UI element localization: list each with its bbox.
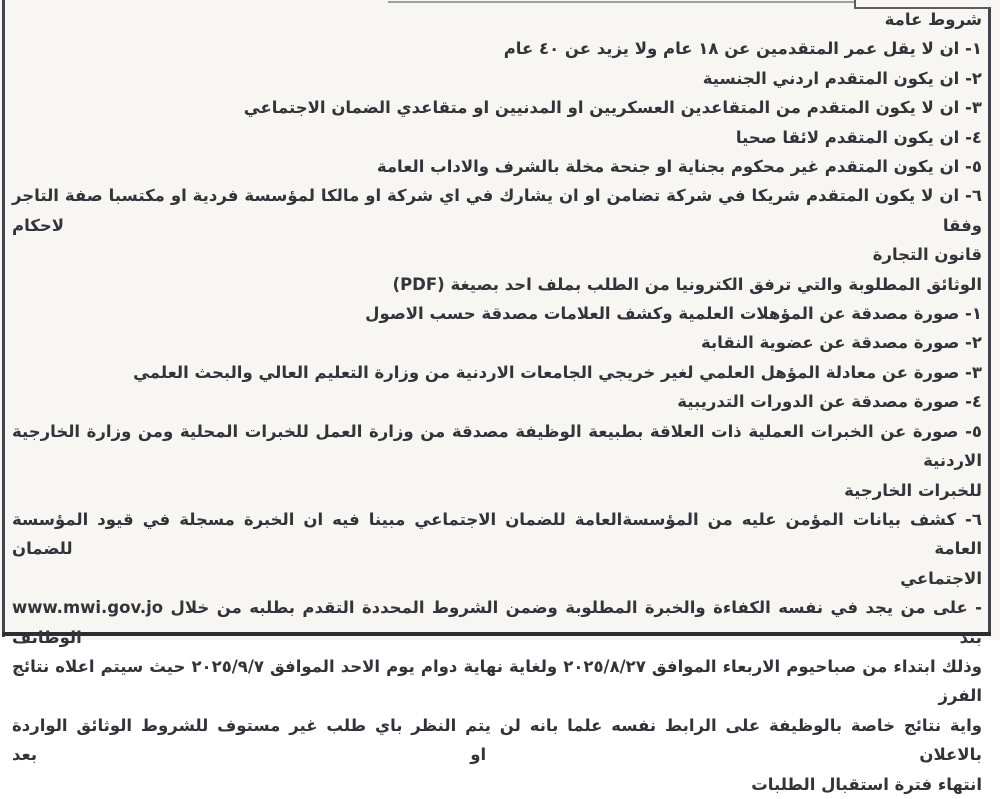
top-table-remnant-line [388,1,856,3]
document-right-border-line [988,7,991,636]
required-document-item-6: ٦- كشف بيانات المؤمن عليه من المؤسسةالعامة للضمان الاجتماعي مبينا فيه ان الخبرة مسجلة في قيود المؤسسة العامة للضمان [12,509,982,559]
required-document-item-5-continuation: للخبرات الخارجية [844,480,982,500]
document-left-border-line [2,0,5,637]
condition-item-2: ٢- ان يكون المتقدم اردني الجنسية [702,68,982,88]
required-documents-intro: الوثائق المطلوبة والتي ترفق الكترونيا من الطلب بملف احد بصيغة (PDF) [392,274,982,294]
application-instructions-line-3: واية نتائج خاصة بالوظيفة على الرابط نفسه علما بانه لن يتم النظر باي طلب غير مستوف للشروط الوثائق الواردة بالاعلان او بعد [12,715,982,765]
application-instructions-line-2: وذلك ابتداء من صباحيوم الاربعاء الموافق ٢٠٢٥/٨/٢٧ ولغاية نهاية دوام يوم الاحد الموافق ٢٠٢٥/٩/٧ حيث سيتم اعلاه نتائج الفرز [12,656,982,706]
condition-item-4: ٤- ان يكون المتقدم لائقا صحيا [735,127,982,147]
required-document-item-5: ٥- صورة عن الخبرات العملية ذات العلاقة بطبيعة الوظيفة مصدقة من وزارة العمل للخبرات المحلية ومن وزارة الخارجية الاردنية [12,421,982,471]
required-document-item-3: ٣- صورة عن معادلة المؤهل العلمي لغير خريجي الجامعات الاردنية من وزارة التعليم العالي والبحث العلمي [133,362,982,382]
required-document-item-6-continuation: الاجتماعي [900,568,982,588]
document-body [12,5,982,799]
required-document-item-4: ٤- صورة مصدقة عن الدورات التدريبية [677,392,982,412]
condition-item-5: ٥- ان يكون المتقدم غير محكوم بجناية او جنحة مخلة بالشرف والاداب العامة [376,157,982,177]
condition-item-3: ٣- ان لا يكون المتقدم من المتقاعدين العسكريين او المدنيين او متقاعدي الضمان الاجتماعي [243,98,982,118]
application-instructions-line-1: - على من يجد في نفسه الكفاءة والخبرة المطلوبة وضمن الشروط المحددة التقدم بطلبه من خلال www.mwi.gov.jo بند الوظائف [12,598,982,647]
condition-item-1: ١- ان لا يقل عمر المتقدمين عن ١٨ عام ولا يزيد عن ٤٠ عام [503,39,982,59]
required-document-item-2: ٢- صورة مصدقة عن عضوية النقابة [700,333,982,353]
section-title-general-conditions: شروط عامة [884,10,982,29]
required-document-item-1: ١- صورة مصدقة عن المؤهلات العلمية وكشف العلامات مصدقة حسب الاصول [365,304,982,324]
application-instructions-line-4: انتهاء فترة استقبال الطلبات [751,774,982,794]
condition-item-6-continuation: قانون التجارة [872,245,982,265]
condition-item-6: ٦- ان لا يكون المتقدم شريكا في شركة تضامن او ان يشارك في اي شركة او مالكا لمؤسسة فردية او مكتسبا صفة التاجر وفقا لاحكام [12,186,982,235]
